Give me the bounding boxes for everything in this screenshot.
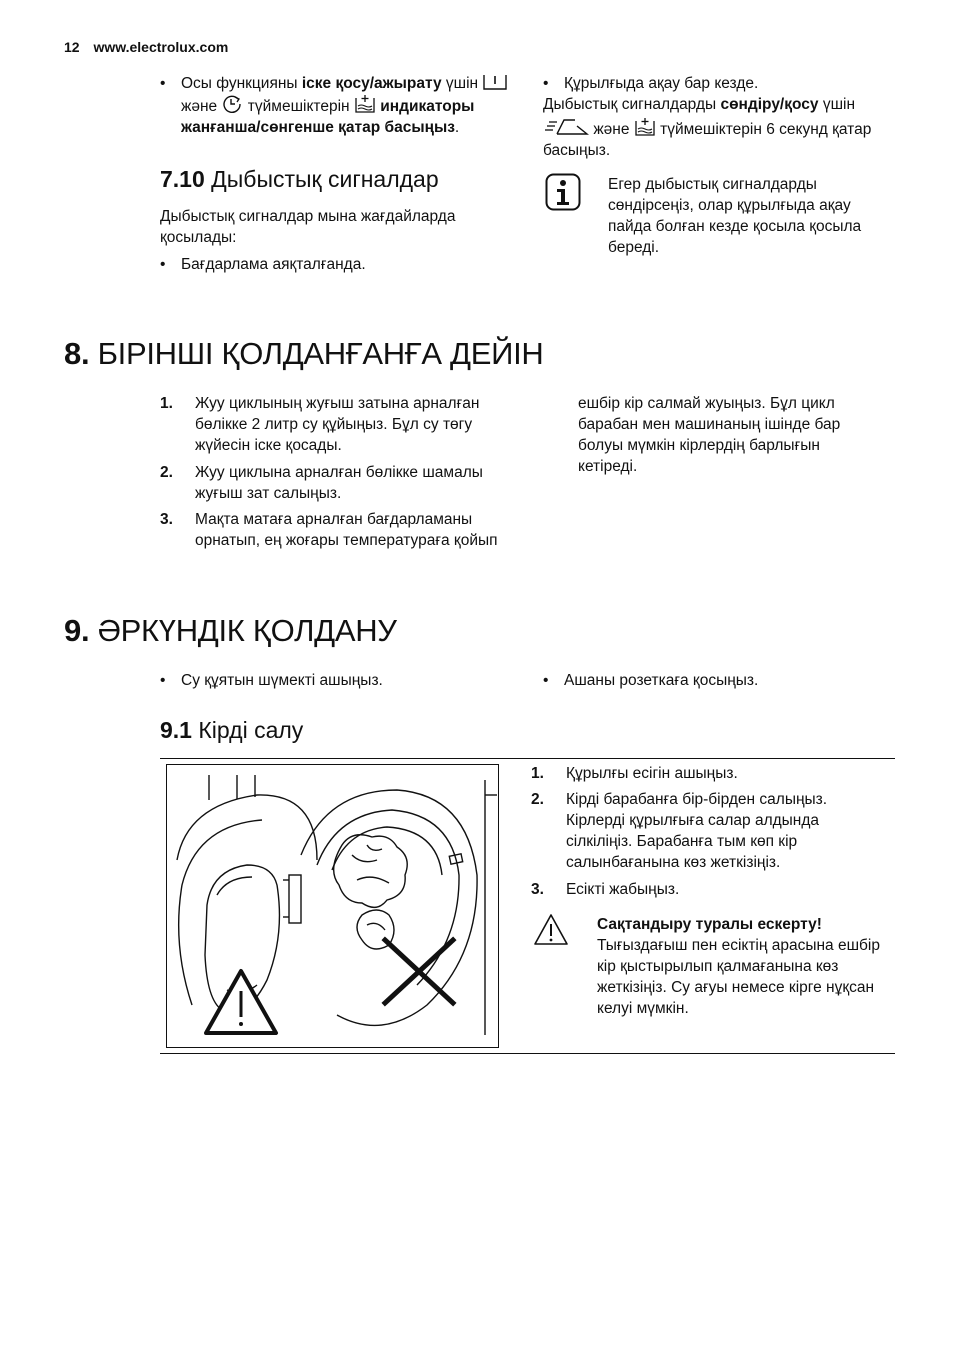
bullet-toggle-function: • Осы функцияны іске қосу/ажырату үшін және түймешіктерін индикаторы жанғанша/сөнгенше қатар басыңыз.: [160, 73, 520, 138]
bullet-programme-end: • Бағдарлама аяқталғанда.: [160, 256, 366, 273]
page-header: [64, 39, 228, 55]
page-number: 12: [64, 39, 80, 55]
section-8-step-2: 2. Жуу циклына арналған бөлікке шамалы жуғыш зат салыңыз.: [160, 464, 483, 502]
table-bottom-rule: [160, 1053, 895, 1054]
section-8-step-3-continuation: ешбір кір салмай жуыңыз. Бұл цикл барабан мен машинаның ішінде бар болуы мүмкін кірлердің барлығын кетіреді.: [578, 395, 841, 475]
section-7-10-heading: 7.10 Дыбыстық сигналдар: [160, 166, 439, 192]
warning-triangle-icon: [206, 971, 276, 1033]
section-8-step-1: 1. Жуу циклының жуғыш затына арналған бөлікке 2 литр су құйыңыз. Бұл су төгу жүйесін іске қосады.: [160, 395, 480, 454]
washing-machine-door-drawing: [167, 765, 499, 1048]
extra-rinse-icon: [354, 94, 376, 114]
bullet-plug-in: • Ашаны розеткаға қосыңыз.: [543, 672, 759, 689]
section-9-1-step-2: 2. Кірді барабанға бір-бірден салыңыз. Кірлерді құрылғыға салар алдында сілкіліңіз. Барабанға тым көп кір салынбағанына көз жеткізіңіз.: [531, 791, 828, 871]
caution-icon: [533, 913, 569, 947]
info-icon: [545, 173, 581, 211]
bullet-appliance-fault: • Құрылғыда ақау бар кезде.: [543, 75, 759, 92]
prohibited-cross-icon: [385, 940, 453, 1003]
section-8-heading: 8. БІРІНШІ ҚОЛДАНҒАНҒА ДЕЙІН: [64, 336, 544, 371]
table-top-rule: [160, 758, 895, 759]
website-link[interactable]: www.electrolux.com: [93, 39, 229, 55]
delay-timer-icon: [221, 94, 243, 114]
section-9-1-step-3: 3. Есікті жабыңыз.: [531, 881, 680, 898]
on-off-button-icon: [482, 73, 508, 91]
section-8-step-3: 3. Мақта матаға арналған бағдарламаны орнатып, ең жоғары температураға қойып: [160, 511, 498, 549]
loading-illustration: [166, 764, 499, 1048]
extra-rinse-icon: [634, 117, 656, 137]
section-7-10-intro: Дыбыстық сигналдар мына жағдайларда қосылады:: [160, 208, 456, 246]
section-9-1-heading: 9.1 Кірді салу: [160, 717, 304, 743]
section-9-heading: 9. ӘРКҮНДІК ҚОЛДАНУ: [64, 613, 397, 648]
spin-reduction-icon: [543, 117, 589, 137]
sound-off-instruction: Дыбыстық сигналдарды сөндіру/қосу үшін және түймешіктерін 6 секунд қатар басыңыз.: [543, 96, 872, 159]
info-note-text: Егер дыбыстық сигналдарды сөндірсеңіз, олар құрылғыда ақау пайда болған кезде қосыла қосыла береді.: [608, 176, 862, 256]
section-9-1-step-1: 1. Құрылғы есігін ашыңыз.: [531, 765, 738, 782]
warning-title: Сақтандыру туралы ескерту!: [597, 916, 822, 933]
bullet-open-water-tap: • Су құятын шүмекті ашыңыз.: [160, 672, 383, 689]
warning-text: Тығыздағыш пен есіктің арасына ешбір кір қыстырылып қалмағанына көз жеткізіңіз. Су ағуы немесе кірге нұқсан келуі мүмкін.: [597, 937, 880, 1017]
warning-block: [597, 914, 882, 1019]
